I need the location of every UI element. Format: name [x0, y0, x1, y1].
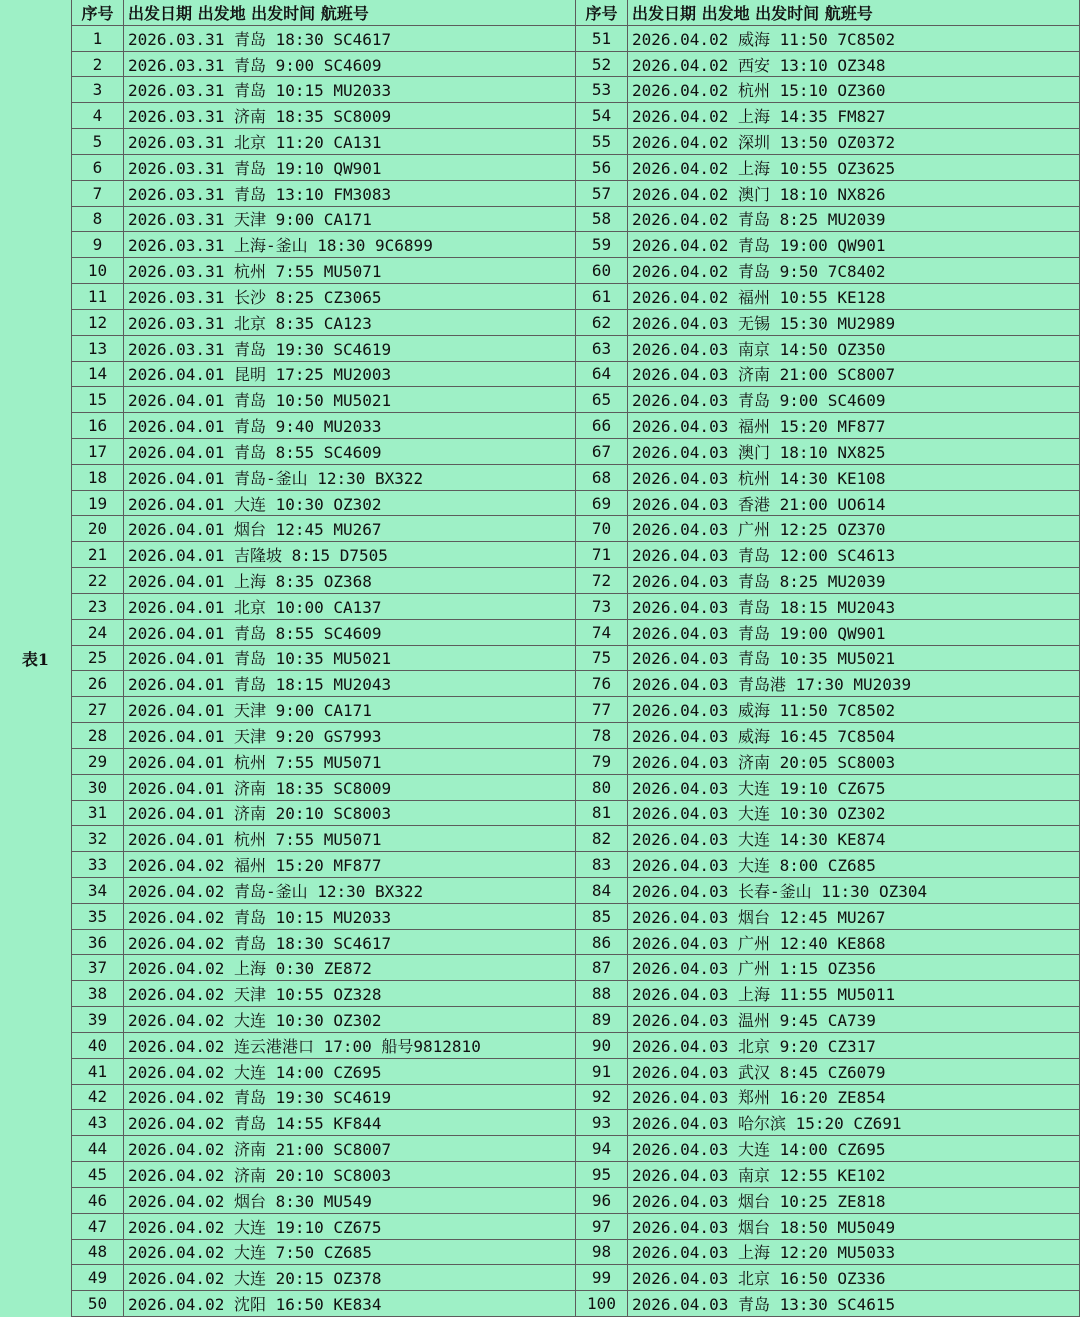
- row-right-seq: 83: [576, 852, 628, 878]
- row-right-info: 2026.04.03 广州 1:15 OZ356: [628, 955, 1080, 981]
- row-right-seq: 69: [576, 491, 628, 517]
- row-right-info: 2026.04.02 福州 10:55 KE128: [628, 284, 1080, 310]
- row-left-seq: 40: [72, 1033, 124, 1059]
- row-left-seq: 37: [72, 955, 124, 981]
- row-left-seq: 47: [72, 1214, 124, 1240]
- row-right-info: 2026.04.03 南京 14:50 OZ350: [628, 336, 1080, 362]
- row-right-seq: 78: [576, 723, 628, 749]
- row-right-info: 2026.04.02 杭州 15:10 OZ360: [628, 77, 1080, 103]
- row-left-seq: 21: [72, 542, 124, 568]
- row-left-seq: 9: [72, 232, 124, 258]
- row-right-seq: 67: [576, 439, 628, 465]
- row-right-info: 2026.04.03 上海 12:20 MU5033: [628, 1240, 1080, 1266]
- row-left-info: 2026.04.01 杭州 7:55 MU5071: [124, 826, 576, 852]
- row-right-seq: 87: [576, 955, 628, 981]
- row-left-seq: 20: [72, 516, 124, 542]
- row-right-seq: 63: [576, 336, 628, 362]
- row-right-seq: 98: [576, 1240, 628, 1266]
- row-left-seq: 29: [72, 749, 124, 775]
- row-right-seq: 80: [576, 775, 628, 801]
- row-left-seq: 13: [72, 336, 124, 362]
- row-left-seq: 16: [72, 413, 124, 439]
- row-left-seq: 45: [72, 1162, 124, 1188]
- row-left-info: 2026.04.01 烟台 12:45 MU267: [124, 516, 576, 542]
- row-right-info: 2026.04.03 青岛 13:30 SC4615: [628, 1291, 1080, 1317]
- row-left-seq: 33: [72, 852, 124, 878]
- row-left-info: 2026.04.02 天津 10:55 OZ328: [124, 981, 576, 1007]
- row-left-info: 2026.04.01 北京 10:00 CA137: [124, 594, 576, 620]
- row-left-seq: 42: [72, 1085, 124, 1111]
- row-left-info: 2026.03.31 杭州 7:55 MU5071: [124, 258, 576, 284]
- header-seq-left: 序号: [72, 0, 124, 26]
- row-right-seq: 74: [576, 620, 628, 646]
- row-left-seq: 41: [72, 1059, 124, 1085]
- row-left-info: 2026.04.01 上海 8:35 OZ368: [124, 568, 576, 594]
- row-right-seq: 76: [576, 671, 628, 697]
- row-left-info: 2026.04.01 青岛 10:50 MU5021: [124, 387, 576, 413]
- row-right-info: 2026.04.03 广州 12:25 OZ370: [628, 516, 1080, 542]
- row-right-seq: 81: [576, 801, 628, 827]
- row-right-info: 2026.04.02 深圳 13:50 OZ0372: [628, 129, 1080, 155]
- row-left-seq: 1: [72, 26, 124, 52]
- row-right-info: 2026.04.03 温州 9:45 CA739: [628, 1007, 1080, 1033]
- row-left-info: 2026.04.02 青岛 14:55 KF844: [124, 1110, 576, 1136]
- row-left-info: 2026.04.02 大连 10:30 OZ302: [124, 1007, 576, 1033]
- row-left-info: 2026.04.02 大连 7:50 CZ685: [124, 1240, 576, 1266]
- row-left-seq: 35: [72, 904, 124, 930]
- row-left-seq: 11: [72, 284, 124, 310]
- row-right-info: 2026.04.03 济南 20:05 SC8003: [628, 749, 1080, 775]
- row-right-info: 2026.04.03 北京 9:20 CZ317: [628, 1033, 1080, 1059]
- row-right-seq: 62: [576, 310, 628, 336]
- row-right-seq: 61: [576, 284, 628, 310]
- row-right-seq: 89: [576, 1007, 628, 1033]
- row-right-seq: 94: [576, 1136, 628, 1162]
- row-left-info: 2026.04.01 青岛 18:15 MU2043: [124, 671, 576, 697]
- row-right-info: 2026.04.03 青岛港 17:30 MU2039: [628, 671, 1080, 697]
- row-left-info: 2026.04.02 济南 21:00 SC8007: [124, 1136, 576, 1162]
- row-right-seq: 70: [576, 516, 628, 542]
- row-left-seq: 26: [72, 671, 124, 697]
- row-right-info: 2026.04.03 大连 8:00 CZ685: [628, 852, 1080, 878]
- row-right-seq: 52: [576, 52, 628, 78]
- row-right-info: 2026.04.02 青岛 9:50 7C8402: [628, 258, 1080, 284]
- row-left-info: 2026.04.01 济南 18:35 SC8009: [124, 775, 576, 801]
- row-right-info: 2026.04.03 青岛 12:00 SC4613: [628, 542, 1080, 568]
- row-right-seq: 97: [576, 1214, 628, 1240]
- row-right-info: 2026.04.03 杭州 14:30 KE108: [628, 465, 1080, 491]
- row-left-info: 2026.03.31 北京 11:20 CA131: [124, 129, 576, 155]
- row-left-info: 2026.04.01 青岛 9:40 MU2033: [124, 413, 576, 439]
- row-left-seq: 49: [72, 1265, 124, 1291]
- row-left-info: 2026.04.02 济南 20:10 SC8003: [124, 1162, 576, 1188]
- row-right-seq: 91: [576, 1059, 628, 1085]
- row-right-seq: 88: [576, 981, 628, 1007]
- row-right-seq: 65: [576, 387, 628, 413]
- row-right-info: 2026.04.02 上海 14:35 FM827: [628, 103, 1080, 129]
- row-right-info: 2026.04.03 香港 21:00 UO614: [628, 491, 1080, 517]
- row-right-info: 2026.04.03 青岛 10:35 MU5021: [628, 646, 1080, 672]
- row-left-seq: 46: [72, 1188, 124, 1214]
- row-right-info: 2026.04.03 青岛 8:25 MU2039: [628, 568, 1080, 594]
- row-right-seq: 84: [576, 878, 628, 904]
- row-left-seq: 17: [72, 439, 124, 465]
- row-left-info: 2026.04.01 杭州 7:55 MU5071: [124, 749, 576, 775]
- row-left-info: 2026.04.02 青岛 19:30 SC4619: [124, 1085, 576, 1111]
- row-right-seq: 57: [576, 181, 628, 207]
- row-right-info: 2026.04.03 威海 16:45 7C8504: [628, 723, 1080, 749]
- row-right-info: 2026.04.03 哈尔滨 15:20 CZ691: [628, 1110, 1080, 1136]
- row-left-seq: 6: [72, 155, 124, 181]
- row-left-info: 2026.03.31 长沙 8:25 CZ3065: [124, 284, 576, 310]
- row-left-seq: 22: [72, 568, 124, 594]
- row-left-info: 2026.04.01 昆明 17:25 MU2003: [124, 362, 576, 388]
- row-left-info: 2026.04.01 青岛 8:55 SC4609: [124, 620, 576, 646]
- row-right-seq: 100: [576, 1291, 628, 1317]
- row-right-seq: 92: [576, 1085, 628, 1111]
- row-right-info: 2026.04.03 郑州 16:20 ZE854: [628, 1085, 1080, 1111]
- row-right-info: 2026.04.03 广州 12:40 KE868: [628, 930, 1080, 956]
- row-right-seq: 56: [576, 155, 628, 181]
- row-left-info: 2026.03.31 青岛 19:10 QW901: [124, 155, 576, 181]
- row-right-seq: 96: [576, 1188, 628, 1214]
- row-right-info: 2026.04.02 澳门 18:10 NX826: [628, 181, 1080, 207]
- row-right-seq: 71: [576, 542, 628, 568]
- row-left-info: 2026.03.31 上海-釜山 18:30 9C6899: [124, 232, 576, 258]
- row-left-info: 2026.04.02 大连 19:10 CZ675: [124, 1214, 576, 1240]
- row-left-info: 2026.04.01 天津 9:20 GS7993: [124, 723, 576, 749]
- row-right-info: 2026.04.03 大连 14:30 KE874: [628, 826, 1080, 852]
- row-right-info: 2026.04.03 武汉 8:45 CZ6079: [628, 1059, 1080, 1085]
- row-left-seq: 4: [72, 103, 124, 129]
- row-right-seq: 75: [576, 646, 628, 672]
- row-right-info: 2026.04.03 烟台 10:25 ZE818: [628, 1188, 1080, 1214]
- row-left-seq: 28: [72, 723, 124, 749]
- row-left-seq: 10: [72, 258, 124, 284]
- row-right-seq: 72: [576, 568, 628, 594]
- row-right-info: 2026.04.03 大连 10:30 OZ302: [628, 801, 1080, 827]
- row-right-seq: 95: [576, 1162, 628, 1188]
- row-right-info: 2026.04.03 烟台 18:50 MU5049: [628, 1214, 1080, 1240]
- row-left-info: 2026.04.02 烟台 8:30 MU549: [124, 1188, 576, 1214]
- row-right-info: 2026.04.03 上海 11:55 MU5011: [628, 981, 1080, 1007]
- row-left-info: 2026.04.02 青岛 10:15 MU2033: [124, 904, 576, 930]
- row-left-info: 2026.03.31 青岛 13:10 FM3083: [124, 181, 576, 207]
- row-left-seq: 43: [72, 1110, 124, 1136]
- row-left-info: 2026.04.01 青岛 8:55 SC4609: [124, 439, 576, 465]
- row-left-info: 2026.03.31 青岛 10:15 MU2033: [124, 77, 576, 103]
- header-seq-right: 序号: [576, 0, 628, 26]
- row-right-info: 2026.04.03 无锡 15:30 MU2989: [628, 310, 1080, 336]
- row-left-info: 2026.03.31 青岛 19:30 SC4619: [124, 336, 576, 362]
- row-right-seq: 99: [576, 1265, 628, 1291]
- row-left-seq: 7: [72, 181, 124, 207]
- row-left-info: 2026.03.31 青岛 18:30 SC4617: [124, 26, 576, 52]
- row-left-seq: 24: [72, 620, 124, 646]
- row-left-seq: 34: [72, 878, 124, 904]
- row-left-info: 2026.04.02 上海 0:30 ZE872: [124, 955, 576, 981]
- row-left-seq: 18: [72, 465, 124, 491]
- row-right-info: 2026.04.02 威海 11:50 7C8502: [628, 26, 1080, 52]
- row-right-seq: 77: [576, 697, 628, 723]
- row-left-info: 2026.03.31 天津 9:00 CA171: [124, 207, 576, 233]
- row-left-info: 2026.04.01 大连 10:30 OZ302: [124, 491, 576, 517]
- row-right-info: 2026.04.03 北京 16:50 OZ336: [628, 1265, 1080, 1291]
- row-right-info: 2026.04.02 上海 10:55 OZ3625: [628, 155, 1080, 181]
- row-left-seq: 5: [72, 129, 124, 155]
- row-right-info: 2026.04.03 澳门 18:10 NX825: [628, 439, 1080, 465]
- row-left-seq: 50: [72, 1291, 124, 1317]
- row-left-seq: 30: [72, 775, 124, 801]
- row-left-info: 2026.04.02 沈阳 16:50 KE834: [124, 1291, 576, 1317]
- row-right-seq: 64: [576, 362, 628, 388]
- row-right-seq: 54: [576, 103, 628, 129]
- row-right-info: 2026.04.03 大连 19:10 CZ675: [628, 775, 1080, 801]
- row-left-seq: 15: [72, 387, 124, 413]
- row-left-info: 2026.04.02 大连 20:15 OZ378: [124, 1265, 576, 1291]
- row-left-seq: 2: [72, 52, 124, 78]
- row-right-seq: 58: [576, 207, 628, 233]
- row-left-seq: 14: [72, 362, 124, 388]
- row-right-info: 2026.04.03 威海 11:50 7C8502: [628, 697, 1080, 723]
- row-left-seq: 31: [72, 801, 124, 827]
- row-left-seq: 25: [72, 646, 124, 672]
- row-right-info: 2026.04.03 大连 14:00 CZ695: [628, 1136, 1080, 1162]
- row-right-info: 2026.04.02 青岛 8:25 MU2039: [628, 207, 1080, 233]
- row-left-info: 2026.04.01 青岛-釜山 12:30 BX322: [124, 465, 576, 491]
- table-label: 表1: [0, 0, 72, 1317]
- row-left-seq: 27: [72, 697, 124, 723]
- row-right-seq: 51: [576, 26, 628, 52]
- row-left-info: 2026.04.02 青岛 18:30 SC4617: [124, 930, 576, 956]
- row-left-seq: 38: [72, 981, 124, 1007]
- row-left-seq: 36: [72, 930, 124, 956]
- row-left-info: 2026.03.31 济南 18:35 SC8009: [124, 103, 576, 129]
- row-right-seq: 59: [576, 232, 628, 258]
- row-right-info: 2026.04.03 长春-釜山 11:30 OZ304: [628, 878, 1080, 904]
- row-right-seq: 60: [576, 258, 628, 284]
- row-left-seq: 32: [72, 826, 124, 852]
- row-left-info: 2026.04.01 天津 9:00 CA171: [124, 697, 576, 723]
- row-right-seq: 82: [576, 826, 628, 852]
- row-right-info: 2026.04.03 青岛 18:15 MU2043: [628, 594, 1080, 620]
- header-info-left: 出发日期 出发地 出发时间 航班号: [124, 0, 576, 26]
- row-left-info: 2026.04.01 青岛 10:35 MU5021: [124, 646, 576, 672]
- row-right-seq: 53: [576, 77, 628, 103]
- row-right-info: 2026.04.02 青岛 19:00 QW901: [628, 232, 1080, 258]
- row-right-info: 2026.04.03 青岛 9:00 SC4609: [628, 387, 1080, 413]
- row-right-seq: 55: [576, 129, 628, 155]
- row-left-seq: 23: [72, 594, 124, 620]
- header-info-right: 出发日期 出发地 出发时间 航班号: [628, 0, 1080, 26]
- row-left-seq: 39: [72, 1007, 124, 1033]
- row-right-info: 2026.04.03 福州 15:20 MF877: [628, 413, 1080, 439]
- row-right-info: 2026.04.03 济南 21:00 SC8007: [628, 362, 1080, 388]
- row-left-info: 2026.04.02 大连 14:00 CZ695: [124, 1059, 576, 1085]
- row-right-info: 2026.04.02 西安 13:10 OZ348: [628, 52, 1080, 78]
- row-left-seq: 3: [72, 77, 124, 103]
- row-left-info: 2026.04.02 福州 15:20 MF877: [124, 852, 576, 878]
- row-right-info: 2026.04.03 烟台 12:45 MU267: [628, 904, 1080, 930]
- row-left-seq: 12: [72, 310, 124, 336]
- row-left-info: 2026.03.31 北京 8:35 CA123: [124, 310, 576, 336]
- row-left-info: 2026.04.02 青岛-釜山 12:30 BX322: [124, 878, 576, 904]
- row-right-seq: 79: [576, 749, 628, 775]
- row-left-info: 2026.04.01 吉隆坡 8:15 D7505: [124, 542, 576, 568]
- row-right-seq: 93: [576, 1110, 628, 1136]
- row-right-info: 2026.04.03 青岛 19:00 QW901: [628, 620, 1080, 646]
- row-right-seq: 73: [576, 594, 628, 620]
- row-right-info: 2026.04.03 南京 12:55 KE102: [628, 1162, 1080, 1188]
- row-right-seq: 85: [576, 904, 628, 930]
- row-left-info: 2026.04.02 连云港港口 17:00 船号9812810: [124, 1033, 576, 1059]
- row-right-seq: 90: [576, 1033, 628, 1059]
- row-left-seq: 19: [72, 491, 124, 517]
- row-right-seq: 86: [576, 930, 628, 956]
- row-left-seq: 8: [72, 207, 124, 233]
- row-left-info: 2026.03.31 青岛 9:00 SC4609: [124, 52, 576, 78]
- row-left-seq: 44: [72, 1136, 124, 1162]
- row-left-info: 2026.04.01 济南 20:10 SC8003: [124, 801, 576, 827]
- row-left-seq: 48: [72, 1240, 124, 1266]
- row-right-seq: 68: [576, 465, 628, 491]
- row-right-seq: 66: [576, 413, 628, 439]
